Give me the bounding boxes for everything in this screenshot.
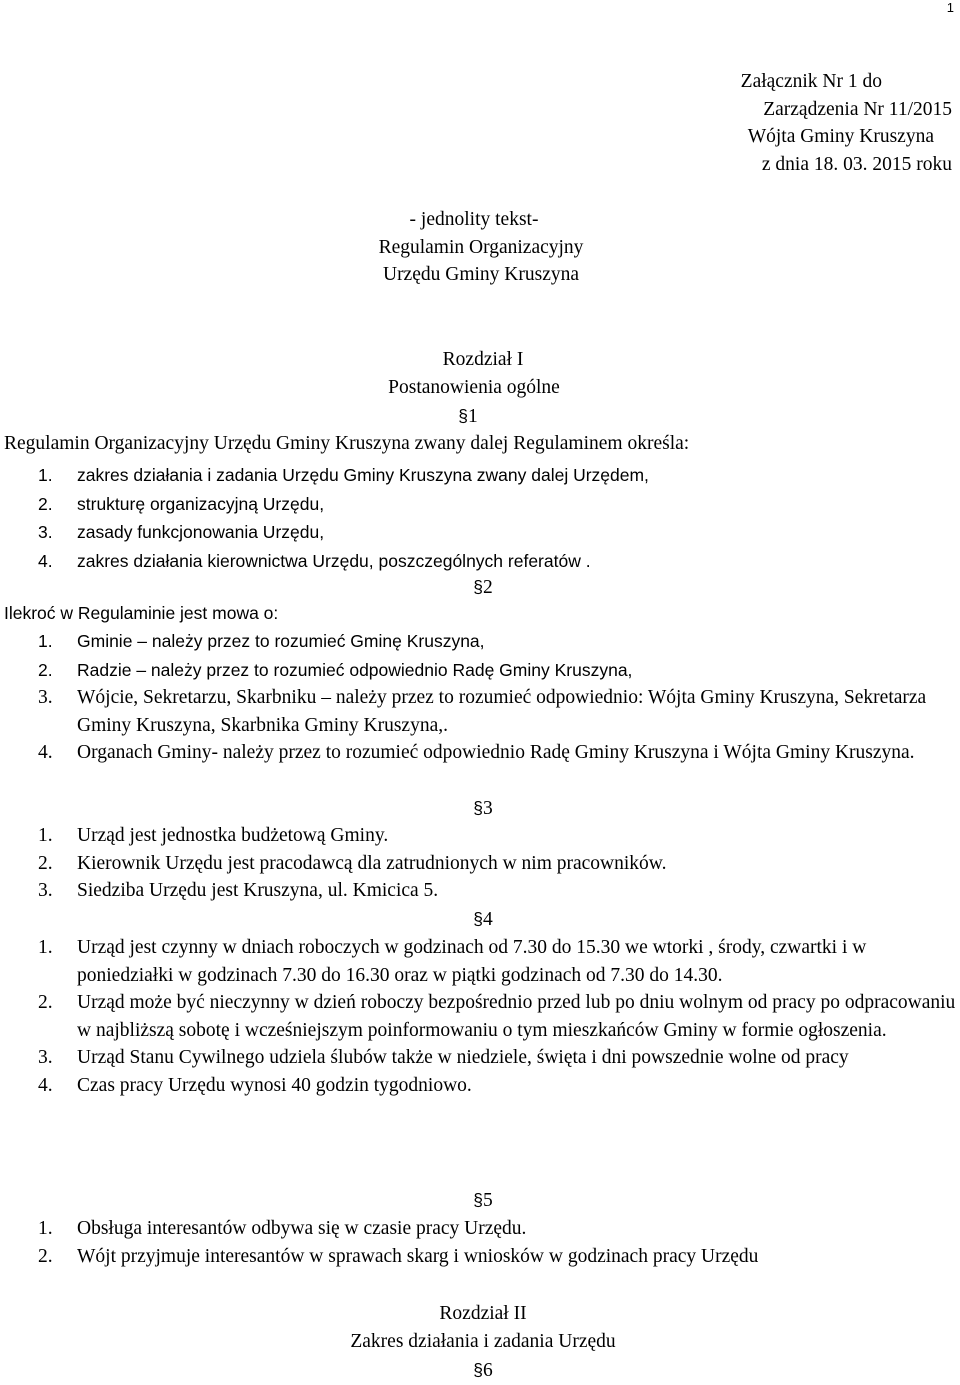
list-item: 1. zakres działania i zadania Urzędu Gminy Kruszyna zwany dalej Urzędem,	[38, 465, 649, 485]
chapter-subtitle: Postanowienia ogólne	[388, 377, 560, 398]
section-2-intro: Ilekroć w Regulaminie jest mowa o:	[4, 603, 279, 623]
attachment-line: Wójta Gminy Kruszyna	[747, 126, 934, 147]
section-mark-1: §1	[458, 406, 478, 427]
attachment-header	[741, 68, 952, 178]
list-item: 1. Urząd jest czynny w dniach roboczych w godzinach od 7.30 do 15.30 we wtorki , środy, czwartki i w poniedziałki w godzinach 7.30 do 16.30 oraz w piątki godzinach od 7.30 do 14.30.	[38, 937, 867, 986]
list-item: 2. Kierownik Urzędu jest pracodawcą dla zatrudnionych w nim pracowników.	[38, 852, 667, 874]
section-1-intro: Regulamin Organizacyjny Urzędu Gminy Kruszyna zwany dalej Regulaminem określa:	[4, 433, 690, 454]
section-2-list	[0, 627, 960, 684]
chapter-subtitle: Zakres działania i zadania Urzędu	[350, 1331, 616, 1352]
section-2-list-continued	[0, 684, 960, 767]
list-item: 4. Czas pracy Urzędu wynosi 40 godzin tygodniowo.	[38, 1074, 472, 1096]
section-mark-5: §5	[473, 1190, 493, 1211]
list-item: 1. Urząd jest jednostka budżetową Gminy.	[38, 825, 389, 846]
chapter-1-heading	[0, 346, 960, 431]
list-item: 3. Wójcie, Sekretarzu, Skarbniku – należy przez to rozumieć odpowiednio: Wójta Gminy Kruszyna, Sekretarza Gminy Kruszyna, Skarbnika Gminy Kruszyna,.	[38, 687, 927, 736]
attachment-line: z dnia 18. 03. 2015 roku	[761, 153, 952, 175]
list-item: 2. Wójt przyjmuje interesantów w sprawach skarg i wniosków w godzinach pracy Urzędu	[38, 1246, 759, 1267]
title-line: Urzędu Gminy Kruszyna	[382, 264, 580, 285]
list-item: 4. Organach Gminy- należy przez to rozumieć odpowiednio Radę Gminy Kruszyna i Wójta Gminy Kruszyna.	[38, 742, 915, 763]
list-item: 1. Gminie – należy przez to rozumieć Gminę Kruszyna,	[38, 631, 485, 651]
list-item: 2. strukturę organizacyjną Urzędu,	[38, 493, 325, 514]
chapter-2-heading	[0, 1300, 960, 1385]
section-1-list	[0, 461, 960, 575]
list-item: 3. Urząd Stanu Cywilnego udziela ślubów także w niedziele, święta i dni powszednie wolne od pracy	[38, 1047, 849, 1068]
section-sign-icon: §	[473, 909, 483, 929]
section-sign-icon: §	[473, 798, 483, 818]
list-item: 3. zasady funkcjonowania Urzędu,	[38, 522, 325, 542]
list-item: 1. Obsługa interesantów odbywa się w czasie pracy Urzędu.	[38, 1218, 527, 1239]
list-item: 3. Siedziba Urzędu jest Kruszyna, ul. Kmicica 5.	[38, 880, 439, 901]
list-item: 2. Radzie – należy przez to rozumieć odpowiednio Radę Gminy Kruszyna,	[38, 659, 633, 680]
section-mark-3: §3	[473, 798, 493, 819]
chapter-title: Rozdział I	[442, 349, 524, 370]
section-sign-icon: §	[458, 406, 468, 426]
chapter-title: Rozdział II	[439, 1303, 527, 1324]
section-mark-2: §2	[473, 577, 493, 598]
attachment-line: Załącznik Nr 1 do	[740, 71, 882, 92]
page-number: 1	[946, 0, 954, 15]
title-line: Regulamin Organizacyjny	[378, 236, 584, 258]
section-5-list	[0, 1215, 960, 1271]
section-3-list	[0, 822, 960, 905]
list-item: 4. zakres działania kierownictwa Urzędu, poszczególnych referatów .	[38, 550, 591, 571]
section-mark-6: §6	[473, 1360, 493, 1381]
section-4-list	[0, 934, 960, 1099]
list-item: 2. Urząd może być nieczynny w dzień roboczy bezpośrednio przed lub po dniu wolnym od pracy po odpracowaniu w najbliższą sobotę i wcześniejszym poinformowaniu o tym mieszkańców Gminy w formie ogłoszenia.	[38, 992, 956, 1041]
title-line: - jednolity tekst-	[409, 209, 539, 230]
document-title	[0, 206, 960, 289]
section-sign-icon: §	[473, 577, 483, 597]
section-mark-4: §4	[473, 909, 493, 930]
attachment-line: Zarządzenia Nr 11/2015	[763, 98, 952, 120]
section-sign-icon: §	[473, 1190, 483, 1210]
section-sign-icon: §	[473, 1360, 483, 1380]
